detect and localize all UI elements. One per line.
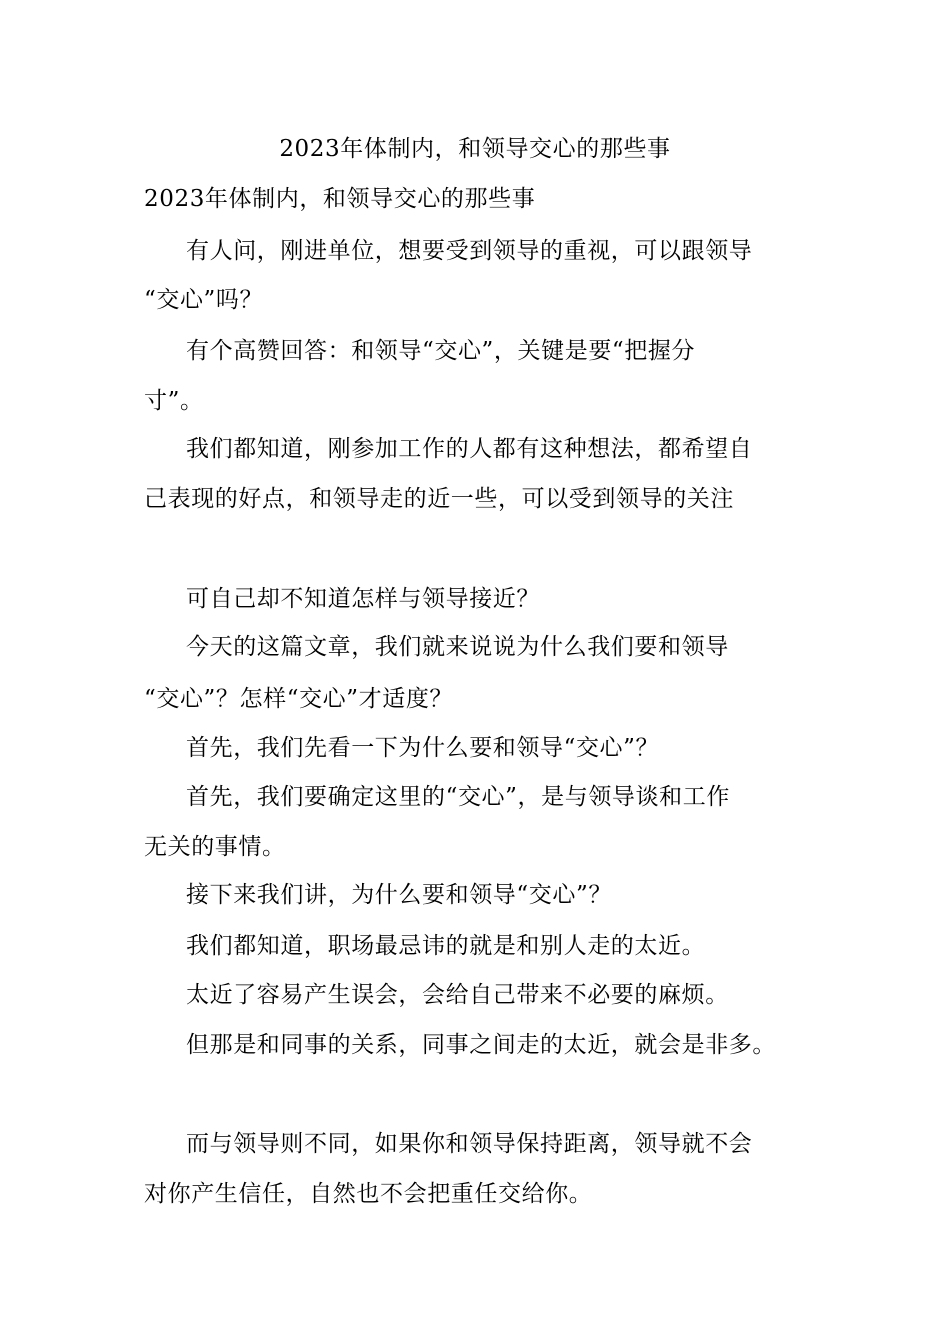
paragraph-line: 寸”。 xyxy=(144,388,204,414)
paragraph-line: “交心”吗？ xyxy=(144,287,264,313)
document-subtitle: 2023年体制内，和领导交心的那些事 xyxy=(144,186,536,212)
paragraph-line: 接下来我们讲，为什么要和领导“交心”？ xyxy=(186,882,612,908)
paragraph-line: 我们都知道，刚参加工作的人都有这种想法，都希望自 xyxy=(186,436,753,462)
paragraph-line: 但那是和同事的关系，同事之间走的太近，就会是非多。 xyxy=(186,1032,776,1058)
paragraph-line: 有个高赞回答：和领导“交心”，关键是要“把握分 xyxy=(186,338,696,364)
paragraph-line: 首先，我们先看一下为什么要和领导“交心”？ xyxy=(186,735,660,761)
paragraph-line: 无关的事情。 xyxy=(144,834,286,860)
paragraph-line: 己表现的好点，和领导走的近一些，可以受到领导的关注 xyxy=(144,486,734,512)
paragraph-line: 太近了容易产生误会，会给自己带来不必要的麻烦。 xyxy=(186,982,729,1008)
paragraph-line: 今天的这篇文章，我们就来说说为什么我们要和领导 xyxy=(186,634,729,660)
paragraph-line: 我们都知道，职场最忌讳的就是和别人走的太近。 xyxy=(186,933,706,959)
paragraph-line: 有人问，刚进单位，想要受到领导的重视，可以跟领导 xyxy=(186,238,753,264)
paragraph-line: 可自己却不知道怎样与领导接近？ xyxy=(186,586,540,612)
paragraph-line: 而与领导则不同，如果你和领导保持距离，领导就不会 xyxy=(186,1131,753,1157)
document-title: 2023年体制内，和领导交心的那些事 xyxy=(279,136,671,162)
paragraph-line: “交心”？怎样“交心”才适度？ xyxy=(144,686,454,712)
paragraph-line: 对你产生信任，自然也不会把重任交给你。 xyxy=(144,1181,593,1207)
paragraph-line: 首先，我们要确定这里的“交心”，是与领导谈和工作 xyxy=(186,784,730,810)
